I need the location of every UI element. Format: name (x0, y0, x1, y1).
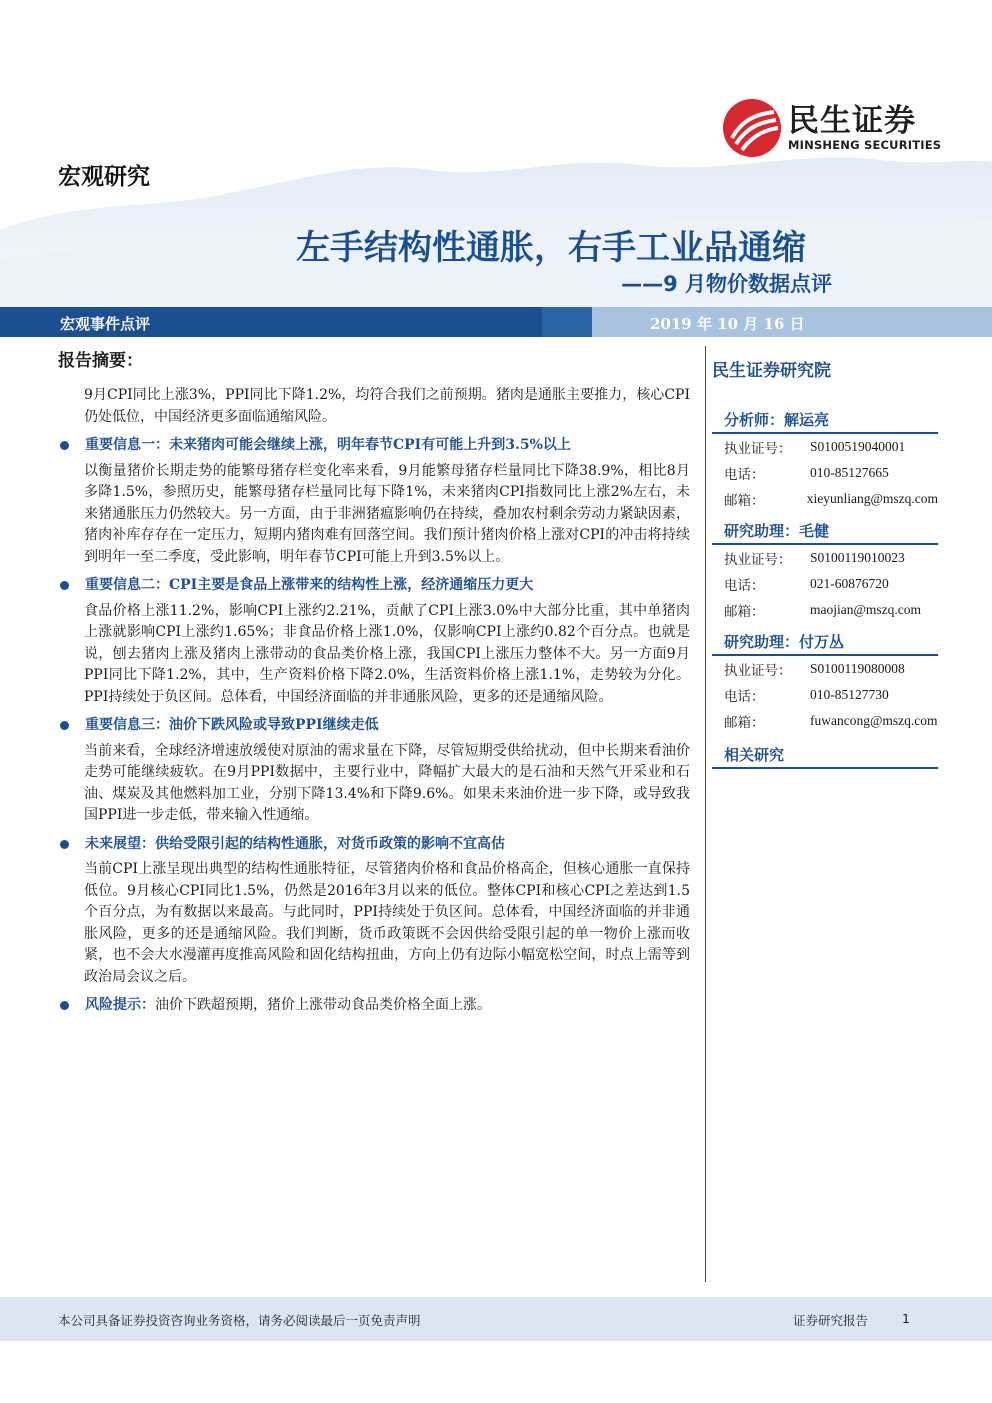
report-type: 宏观事件点评 (60, 315, 151, 333)
phone-label: 电话： (724, 578, 765, 594)
analyst-name: 分析师：解运亮 (712, 407, 938, 434)
footer (0, 1297, 992, 1341)
phone-number: 021-60876720 (810, 576, 889, 591)
analyst-block (712, 407, 938, 512)
point-2-text: 食品价格上涨11.2%，影响CPI上涨约2.21%，贡献了CPI上涨3.0%中大部分比重，其中单猪肉上涨就影响CPI上涨约1.65%；非食品价格上涨1.0%，仅影响CPI上涨约0.82个百分点。也就是说，刨去猪肉上涨及猪肉上涨带动的食品类价格上涨，我国CPI上涨压力整体不大。另一方面9月PPI同比下降1.2%，其中，生产资料价格下降2.0%，生活资料价格上涨1.1%，走势较为分化。PPI持续处于负区间。总体看，中国经济面临的并非通胀风险，更多的还是通缩风险。 (84, 602, 690, 705)
bullet-dot-icon (60, 581, 69, 590)
company-logo (722, 98, 941, 158)
email-link[interactable]: fuwancong@mszq.com (810, 713, 938, 728)
license-number: S0100519040001 (810, 439, 906, 454)
assistant-name-2: 研究助理：付万丛 (712, 629, 938, 656)
abstract-intro: 9月CPI同比上涨3%，PPI同比下降1.2%，均符合我们之前预期。猪肉是通胀主要推力，核心CPI仍处低位，中国经济更多面临通缩风险。 (84, 387, 690, 425)
assistant-block-2 (712, 629, 938, 734)
related-research-heading: 相关研究 (712, 742, 938, 769)
institute-name: 民生证券研究院 (712, 361, 831, 381)
report-title: 左手结构性通胀，右手工业品通缩 (296, 228, 806, 268)
risk-heading: 风险提示：油价下跌超预期，猪价上涨带动食品类价格全面上涨。 (58, 995, 690, 1017)
report-title-wrap (0, 220, 962, 269)
phone-number: 010-85127730 (810, 687, 889, 702)
logo-icon (722, 98, 782, 158)
risk-text: 油价下跌超预期，猪价上涨带动食品类价格全面上涨。 (155, 997, 491, 1013)
license-label: 执业证号： (724, 441, 792, 457)
point-1-text: 以衡量猪价长期走势的能繁母猪存栏变化率来看，9月能繁母猪存栏量同比下降38.9%，相比8月多降1.5%，参照历史，能繁母猪存栏量同比每下降1%，未来猪肉CPI指数同比上涨2%左右，未来猪通胀压力仍然较大。另一方面，由于非洲猪瘟影响仍在持续，叠加农村剩余劳动力紧缺因素，猪肉补库存存在一定压力，短期内猪肉难有回落空间。我们预计猪肉价格上涨对CPI的冲击将持续到明年一至二季度，受此影响，明年春节CPI可能上升到3.5%以上。 (84, 462, 690, 565)
email-label: 邮箱： (724, 715, 765, 731)
logo-name-cn: 民生证券 (788, 103, 916, 139)
assistant-name-1: 研究助理：毛健 (712, 518, 938, 545)
bullet-dot-icon (60, 721, 69, 730)
footer-disclaimer: 本公司具备证券投资咨询业务资格，请务必阅读最后一页免责声明 (58, 1313, 421, 1328)
sidebar (712, 356, 938, 769)
bullet-dot-icon (60, 840, 69, 849)
license-label: 执业证号： (724, 552, 792, 568)
phone-label: 电话： (724, 467, 765, 483)
point-1-heading: 重要信息一：未来猪肉可能会继续上涨，明年春节CPI有可能上升到3.5%以上 (58, 435, 690, 457)
header-bar (0, 307, 992, 337)
phone-label: 电话： (724, 689, 765, 705)
abstract-title: 报告摘要： (58, 351, 143, 371)
outlook-heading: 未来展望：供给受限引起的结构性通胀，对货币政策的影响不宜高估 (58, 834, 690, 856)
report-category: 宏观研究 (58, 164, 150, 190)
column-divider (705, 346, 706, 1282)
bullet-dot-icon (60, 441, 69, 450)
point-2-heading: 重要信息二：CPI主要是食品上涨带来的结构性上涨，经济通缩压力更大 (58, 575, 690, 597)
bullet-dot-icon (60, 1001, 69, 1010)
point-3-heading: 重要信息三：油价下跌风险或导致PPI继续走低 (58, 715, 690, 737)
license-label: 执业证号： (724, 663, 792, 679)
report-date: 2019 年 10 月 16 日 (650, 315, 805, 333)
email-label: 邮箱： (724, 493, 765, 509)
email-label: 邮箱： (724, 604, 765, 620)
page-number: 1 (902, 1311, 910, 1326)
license-number: S0100119010023 (810, 550, 905, 565)
email-link[interactable]: maojian@mszq.com (810, 602, 922, 617)
point-3-text: 当前来看，全球经济增速放缓使对原油的需求量在下降，尽管短期受供给扰动，但中长期来看油价走势可能继续疲软。在9月PPI数据中，主要行业中，降幅扩大最大的是石油和天然气开采业和石油、煤炭及其他燃料加工业，分别下降13.4%和下降9.6%。如果未来油价进一步下降，或导致我国PPI进一步走低，带来输入性通缩。 (84, 742, 690, 823)
logo-name-en: MINSHENG SECURITIES (788, 138, 942, 152)
report-subtitle: ——9 月物价数据点评 (621, 272, 832, 296)
assistant-block-1 (712, 518, 938, 623)
outlook-text: 当前CPI上涨呈现出典型的结构性通胀特征，尽管猪肉价格和食品价格高企，但核心通胀一直保持低位。9月核心CPI同比1.5%，仍然是2016年3月以来的低位。整体CPI和核心CPI之差达到1.5个百分点，为有数据以来最高。与此同时，PPI持续处于负区间。总体看，中国经济面临的并非通胀风险，更多的还是通缩风险。我们判断，货币政策既不会因供给受限引起的单一物价上涨而收紧，也不会大水漫灌再度推高风险和固化结构扭曲，方向上仍有边际小幅宽松空间，时点上需等到政治局会议之后。 (84, 861, 690, 985)
email-link[interactable]: xieyunliang@mszq.com (806, 491, 938, 506)
phone-number: 010-85127665 (810, 465, 889, 480)
abstract-section (58, 346, 690, 1021)
license-number: S0100119080008 (810, 661, 905, 676)
footer-doc-type: 证券研究报告 (793, 1313, 869, 1328)
